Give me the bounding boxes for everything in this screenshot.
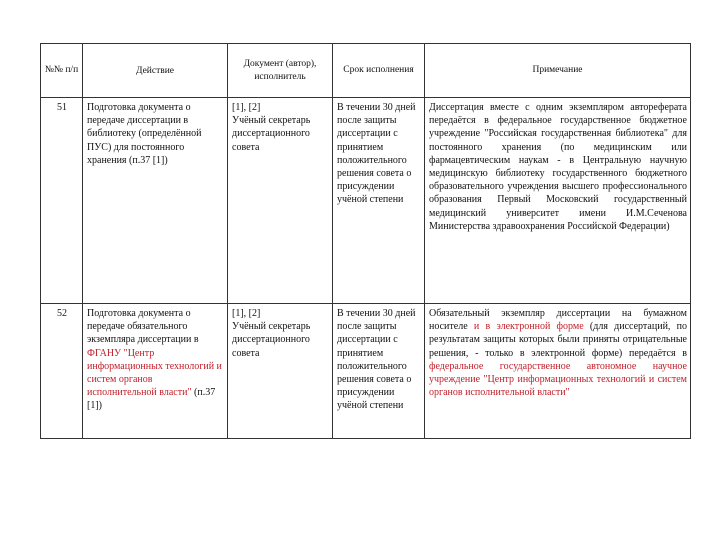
note-text: Обязательный экземпляр диссертации на бумажном носителе: [429, 308, 687, 333]
header-action: Действие: [83, 44, 228, 98]
action-reference: (п.37 [1]): [129, 154, 168, 166]
row-term: В течении 30 дней после защиты диссертации с принятием положительного решения совета о присуждении учёной степени: [333, 304, 425, 439]
action-text: Подготовка документа о передаче обязательного экземпляра диссертации в: [87, 308, 199, 346]
row-number: 51: [41, 98, 83, 304]
header-num: №№ п/п: [41, 44, 83, 98]
note-highlight-organization: федеральное государственное автономное научное учреждение "Центр информационных технологий и систем органов исполнительной власти": [429, 360, 687, 399]
row-note: Диссертация вместе с одним экземпляром автореферата передаётся в федеральное государственное бюджетное учреждение "Российская государственная библиотека" для постоянного хранения (по медицинским или фармацевтическим наукам - в Центральную научную медицинскую библиотеку государственного бюджетного образовательного учреждения высшего профессионального образования Первый Московский государственный медицинский университет имени И.М.Сеченова Министерства здравоохранения Российской Федерации): [425, 98, 691, 304]
document-references: [1], [2]: [232, 102, 261, 113]
header-document: Документ (автор), исполнитель: [228, 44, 333, 98]
row-action: [83, 98, 228, 304]
table-row: [41, 304, 691, 439]
action-organization-highlight: ФГАНУ "Центр информационных технологий и систем органов исполнительной власти": [87, 347, 222, 399]
row-note: [425, 304, 691, 439]
header-note: Примечание: [425, 44, 691, 98]
row-number: 52: [41, 304, 83, 439]
row-action: [83, 304, 228, 439]
document-author: Учёный секретарь диссертационного совета: [232, 321, 311, 359]
dissertation-procedure-table: [40, 43, 691, 439]
row-term: В течении 30 дней после защиты диссертации с принятием положительного решения совета о присуждении учёной степени: [333, 98, 425, 304]
header-term: Срок исполнения: [333, 44, 425, 98]
table-header-row: [41, 44, 691, 98]
row-document: [228, 304, 333, 439]
document-references: [1], [2]: [232, 308, 261, 319]
action-reference: (п.37 [1]): [87, 387, 216, 412]
row-document: [228, 98, 333, 304]
table-row: [41, 98, 691, 304]
document-author: Учёный секретарь диссертационного совета: [232, 115, 311, 153]
action-text: Подготовка документа о передаче диссертации в библиотеку (определённой ПУС) для постоянного хранения: [87, 102, 202, 166]
note-text: (для диссертаций, по результатам защиты которых были приняты отрицательные решения, - только в электронной форме) передаётся в: [429, 321, 688, 359]
note-highlight-electronic: и в электронной форме: [473, 321, 584, 333]
